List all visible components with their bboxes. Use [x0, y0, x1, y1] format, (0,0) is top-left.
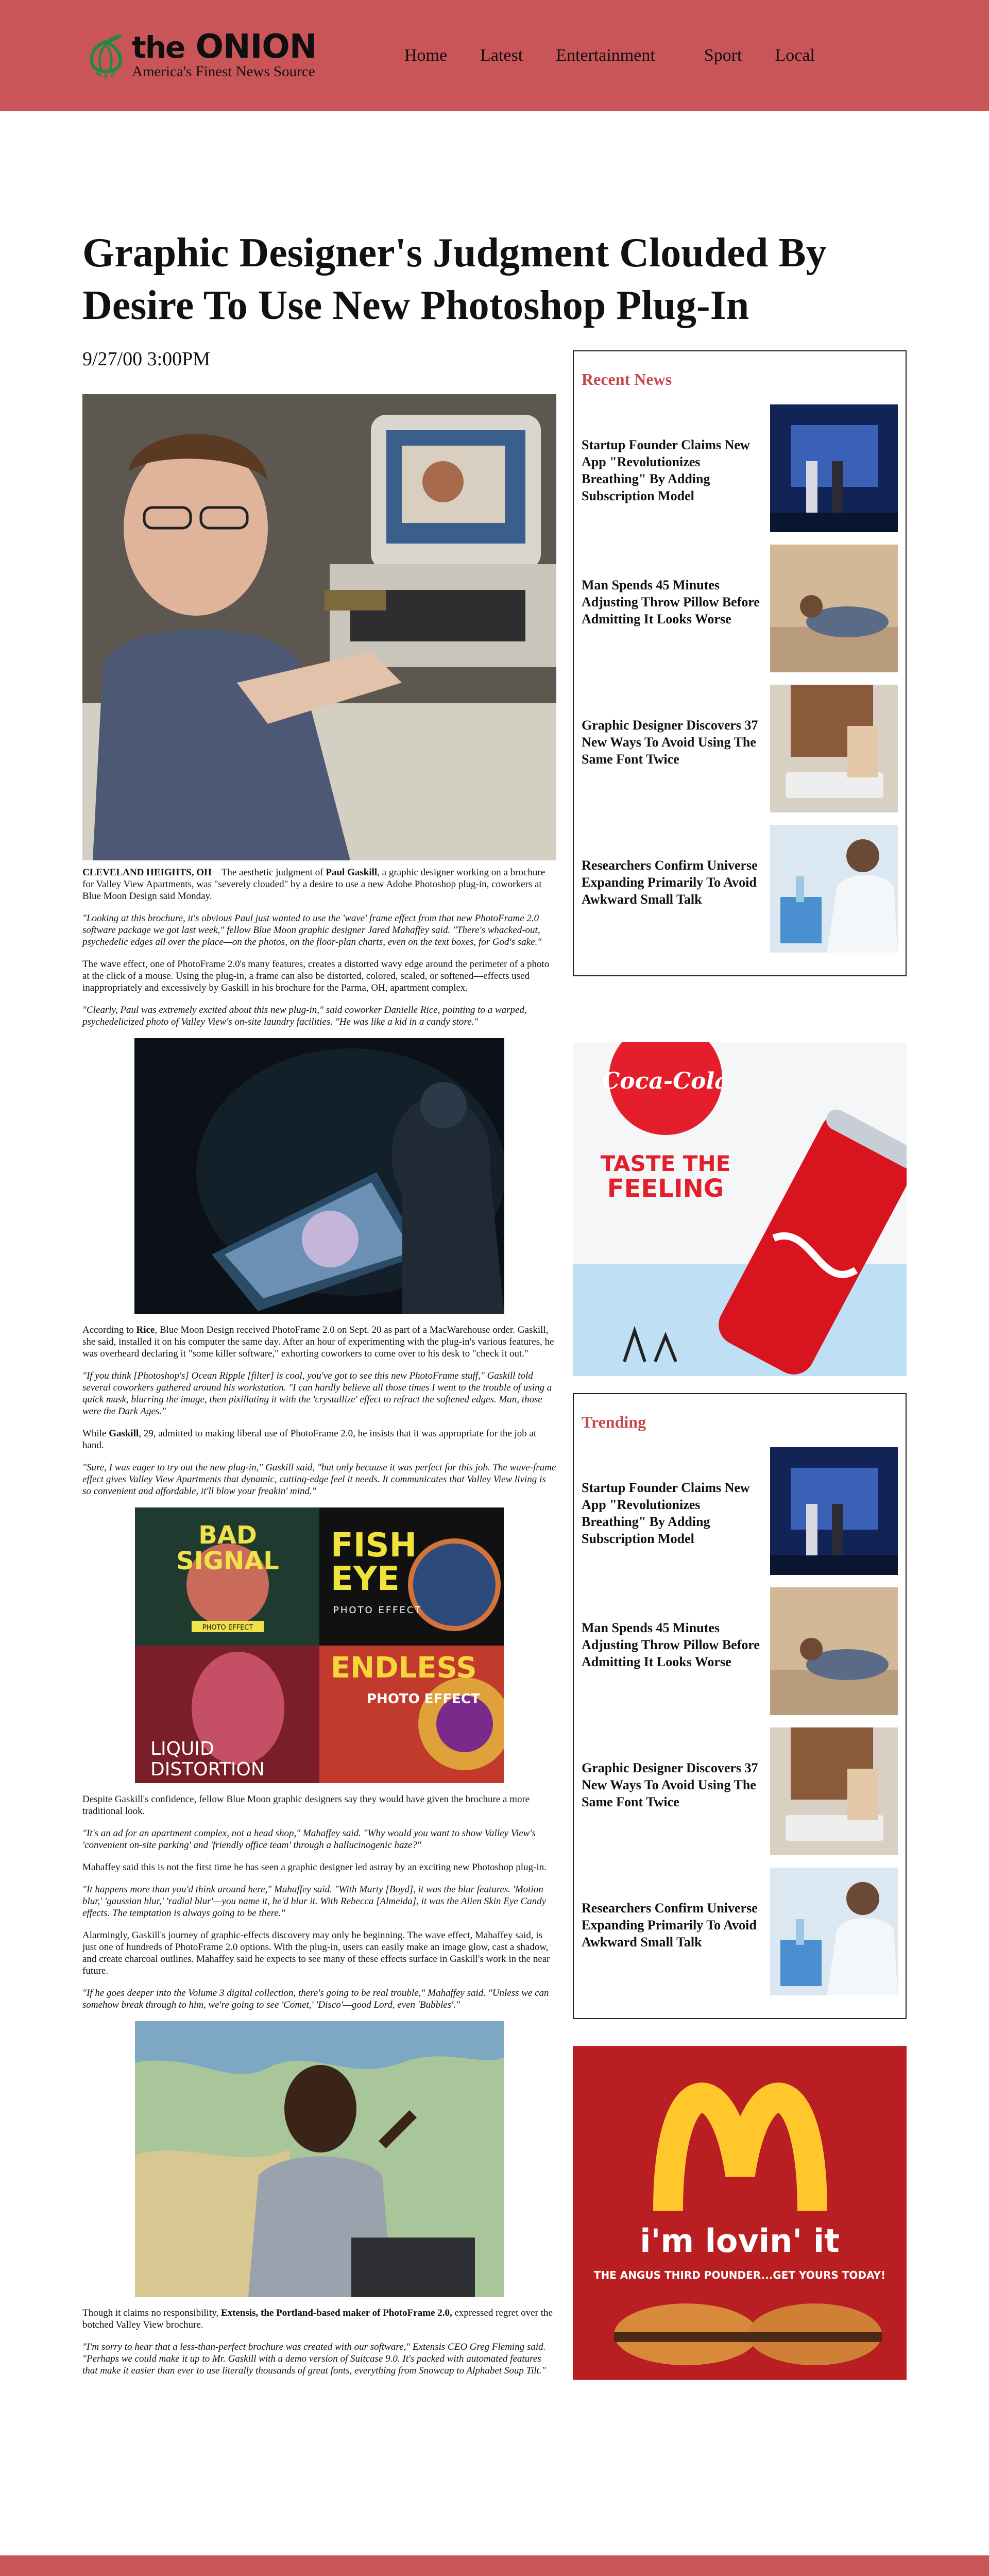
nav-home[interactable]: Home — [404, 45, 448, 65]
news-item-title[interactable]: Man Spends 45 Minutes Adjusting Throw Pillow Before Admitting It Looks Worse — [582, 1620, 760, 1669]
article-paragraph: CLEVELAND HEIGHTS, OH—The aesthetic judgment of Paul Gaskill, a graphic designer working on a brochure for Valley View Apartments, was "severely clouded" by a desire to use a new Adobe Photoshop plug-in, coworkers at Blue Moon Design said Monday. — [82, 867, 545, 902]
list-item[interactable] — [582, 404, 898, 545]
trending-box — [573, 1393, 907, 2019]
news-item-title[interactable]: Startup Founder Claims New App "Revolutionizes Breathing" By Adding Subscription Model — [582, 1480, 750, 1546]
main-nav — [404, 46, 848, 65]
mcdonalds-ad[interactable] — [573, 2046, 907, 2380]
article-paragraph: According to Rice, Blue Moon Design received PhotoFrame 2.0 on Sept. 20 as part of a MacWarehouse order. Gaskill, she said, installed it on his computer the same day. After an hour of experimenting with the plug-in's various features, he was overheard declaring it "some killer software," exhorting coworkers to come over to his desk to "check it out." — [82, 1325, 554, 1359]
news-thumbnail — [770, 1447, 898, 1575]
svg-text:FEELING: FEELING — [607, 1174, 724, 1203]
svg-text:i'm lovin' it: i'm lovin' it — [640, 2222, 840, 2260]
article-quote: "I'm sorry to hear that a less-than-perfect brochure was created with our software," Extensis CEO Greg Fleming said. "Perhaps we could make it up to Mr. Gaskill with a demo version of Suitcase 9.0. It's packed with automated features that make it easier than ever to use literally thousands of great fonts, everything from Snowcap to Alphabet Soup Tilt." — [82, 2342, 546, 2376]
trending-title: Trending — [582, 1413, 646, 1431]
list-item[interactable] — [582, 1727, 898, 1868]
article-headline: Graphic Designer's Judgment Clouded By Desire To Use New Photoshop Plug-In — [82, 230, 827, 328]
news-item-title[interactable]: Startup Founder Claims New App "Revolutionizes Breathing" By Adding Subscription Model — [582, 437, 750, 503]
news-thumbnail — [770, 1587, 898, 1715]
article-paragraph: The wave effect, one of PhotoFrame 2.0's many features, creates a distorted wavy edge around the perimeter of a photo at the click of a mouse. Using the plug-in, a frame can also be distorted, colored, scaled, or softened—effects used inappropriately and excessively by Gaskill in his brochure for the Parma, OH, apartment complex. — [82, 959, 550, 993]
recent-news-title: Recent News — [582, 370, 672, 388]
news-item-title[interactable]: Researchers Confirm Universe Expanding Primarily To Avoid Awkward Small Talk — [582, 858, 758, 907]
list-item[interactable] — [582, 825, 898, 965]
list-item[interactable] — [582, 1447, 898, 1587]
nav-latest[interactable]: Latest — [480, 45, 523, 65]
article-photo-workstation — [134, 1038, 504, 1314]
svg-text:FISH: FISH — [331, 1527, 417, 1565]
svg-text:PHOTO EFFECT: PHOTO EFFECT — [333, 1605, 422, 1616]
article-paragraph: Though it claims no responsibility, Extensis, the Portland-based maker of PhotoFrame 2.0, expressed regret over the botched Valley View brochure. — [82, 2308, 553, 2330]
article-quote: "It's an ad for an apartment complex, not a head shop," Mahaffey said. "Why would you want to show Valley View's 'convenient on-site parking' and 'friendly office team' through a hallucinogenic haze?" — [82, 1828, 536, 1851]
svg-text:DISTORTION: DISTORTION — [150, 1759, 265, 1780]
article-photo-designer — [82, 394, 556, 860]
list-item[interactable] — [582, 1868, 898, 2008]
site-footer — [0, 2555, 989, 2576]
news-thumbnail — [770, 404, 898, 532]
article-quote: "If he goes deeper into the Volume 3 digital collection, there's going to be real trouble," Mahaffey said. "Unless we can somehow break through to him, we're going to see 'Comet,' 'Disco'—good Lord, even 'Bubbles'." — [82, 1988, 549, 2010]
coca-cola-ad[interactable] — [573, 1042, 907, 1376]
nav-sport[interactable]: Sport — [704, 45, 742, 65]
svg-text:LIQUID: LIQUID — [150, 1738, 214, 1759]
nav-local[interactable]: Local — [775, 45, 815, 65]
svg-text:ENDLESS: ENDLESS — [331, 1651, 477, 1685]
news-thumbnail — [770, 1727, 898, 1855]
svg-text:Coca-Cola: Coca-Cola — [602, 1068, 729, 1094]
news-item-title[interactable]: Man Spends 45 Minutes Adjusting Throw Pillow Before Admitting It Looks Worse — [582, 578, 760, 626]
svg-text:SIGNAL: SIGNAL — [176, 1547, 279, 1575]
news-thumbnail — [770, 545, 898, 672]
article-paragraph: Alarmingly, Gaskill's journey of graphic-effects discovery may only be beginning. The wave effect, Mahaffey said, is just one of hundreds of PhotoFrame 2.0 options. With the plug-in, users can easily make an image glow, cast a shadow, and create charcoal outlines. Mahaffey said he expects to see many of these effects surface in Gaskill's work in the near future. — [82, 1930, 550, 1976]
sidebar — [573, 350, 907, 2380]
article-photo-speaker — [135, 2021, 504, 2297]
news-thumbnail — [770, 685, 898, 812]
site-logo[interactable] — [82, 28, 340, 80]
article-body — [82, 394, 556, 2387]
article-paragraph: While Gaskill, 29, admitted to making liberal use of PhotoFrame 2.0, he insists that it was appropriate for the job at hand. — [82, 1428, 537, 1451]
article-quote: "Sure, I was eager to try out the new plug-in," Gaskill said, "but only because it was perfect for this job. The wave-frame effect gives Valley View Apartments that dynamic, cutting-edge feel it needs. It communicates that Valley View living is so convenient and affordable, it'll blow your freakin' mind." — [82, 1462, 556, 1497]
article-paragraph: Despite Gaskill's confidence, fellow Blue Moon graphic designers say they would have given the brochure a more traditional look. — [82, 1794, 530, 1817]
article-quote: "It happens more than you'd think around here," Mahaffey said. "With Marty [Boyd], it was the blur features. 'Motion blur,' 'gaussian blur,' 'radial blur'—you name it, he'd blur it. With Rebecca [Almeida], it was the Alien Skin Eye Candy effects. The temptation is always going to be there." — [82, 1884, 547, 1919]
news-item-title[interactable]: Graphic Designer Discovers 37 New Ways To Avoid Using The Same Font Twice — [582, 718, 758, 767]
list-item[interactable] — [582, 685, 898, 825]
onion-logo-icon — [82, 32, 129, 79]
logo-wordmark: the ONION — [132, 28, 317, 66]
svg-text:EYE: EYE — [331, 1560, 400, 1598]
svg-text:TASTE THE: TASTE THE — [600, 1151, 731, 1176]
list-item[interactable] — [582, 545, 898, 685]
page-content — [0, 111, 989, 2445]
svg-text:PHOTO EFFECT: PHOTO EFFECT — [367, 1691, 480, 1707]
svg-text:PHOTO EFFECT: PHOTO EFFECT — [202, 1624, 253, 1632]
svg-text:BAD: BAD — [198, 1521, 257, 1550]
news-item-title[interactable]: Researchers Confirm Universe Expanding Primarily To Avoid Awkward Small Talk — [582, 1901, 758, 1950]
news-thumbnail — [770, 1868, 898, 1995]
logo-tagline: America's Finest News Source — [132, 63, 315, 80]
list-item[interactable] — [582, 1587, 898, 1727]
article-date: 9/27/00 3:00PM — [82, 348, 211, 370]
nav-entertainment[interactable]: Entertainment — [556, 45, 655, 65]
news-thumbnail — [770, 825, 898, 953]
news-item-title[interactable]: Graphic Designer Discovers 37 New Ways To Avoid Using The Same Font Twice — [582, 1760, 758, 1809]
recent-news-box — [573, 350, 907, 976]
photo-effects-collage — [135, 1507, 504, 1783]
article-quote: "If you think [Photoshop's] Ocean Ripple [filter] is cool, you've got to see this new PhotoFrame stuff," Gaskill told several coworkers gathered around his workstation. "I can hardly believe all those times I went to the trouble of using a quick mask, blurring the image, then pixillating it with the 'crystallize' effect to refract the softened edges. Man, those were the Dark Ages." — [82, 1370, 552, 1417]
article-quote: "Looking at this brochure, it's obvious Paul just wanted to use the 'wave' frame effect from that new PhotoFrame 2.0 software package we got last week," fellow Blue Moon graphic designer Jared Mahaffey said. "There's whacked-out, psychedelic edges all over the place—on the photos, on the floor-plan charts, even on the text boxes, for God's sake." — [82, 913, 542, 947]
article-quote: "Clearly, Paul was extremely excited about this new plug-in," said coworker Danielle Rice, pointing to a warped, psychedelicized photo of Valley View's on-site laundry facilities. "He was like a kid in a candy store." — [82, 1005, 527, 1027]
svg-text:THE ANGUS THIRD POUNDER...GET: THE ANGUS THIRD POUNDER...GET YOURS TODAY! — [593, 2269, 886, 2281]
site-header — [0, 0, 989, 111]
article-paragraph: Mahaffey said this is not the first time he has seen a graphic designer led astray by an exciting new Photoshop plug-in. — [82, 1862, 547, 1873]
